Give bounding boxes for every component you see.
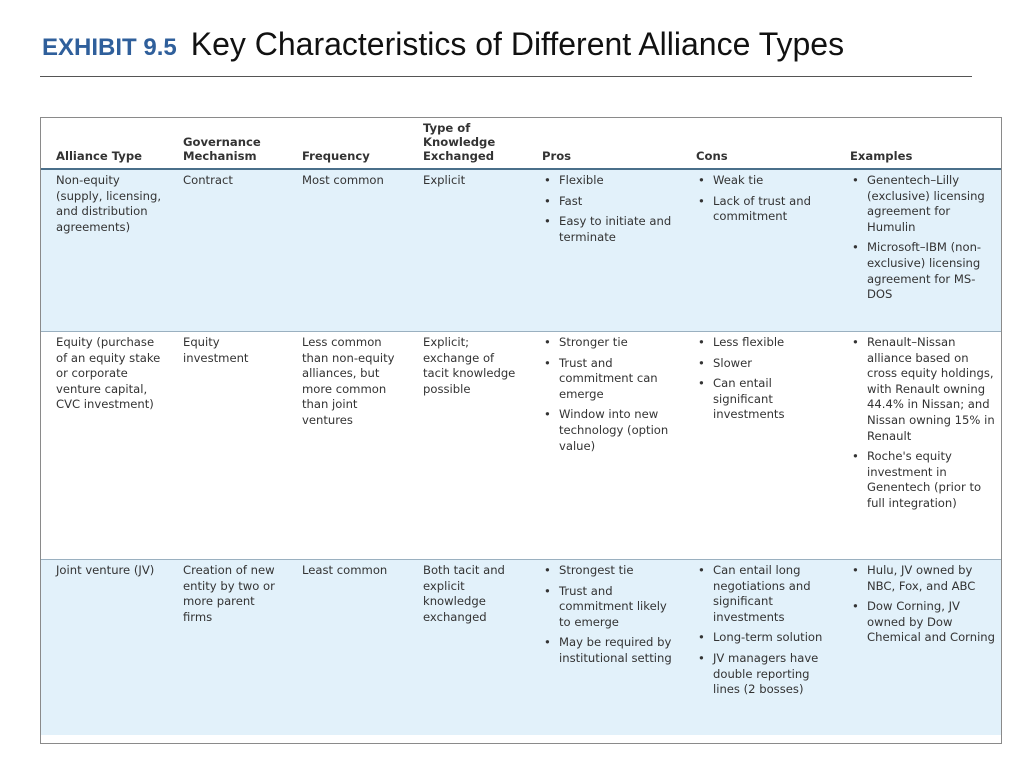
cons-item: • Can entail significant investments: [696, 376, 829, 423]
cell-pros: [527, 560, 681, 736]
pros-item: • Trust and commitment likely to emerge: [542, 584, 675, 631]
cell-knowledge: Both tacit and explicit knowledge exchanged: [408, 560, 527, 736]
column-header-alliance-type: Alliance Type: [41, 118, 168, 169]
table-row: [41, 560, 1001, 736]
cell-examples: [835, 560, 1001, 736]
alliance-types-table-container: [40, 117, 1002, 744]
cell-pros: [527, 169, 681, 332]
cell-examples: [835, 169, 1001, 332]
cons-item: • Slower: [696, 356, 829, 372]
cell-alliance-type: Equity (purchase of an equity stake or corporate venture capital, CVC investment): [41, 332, 168, 560]
pros-item: • May be required by institutional setting: [542, 635, 675, 666]
pros-item: • Easy to initiate and terminate: [542, 214, 675, 245]
examples-item: • Roche's equity investment in Genentech (prior to full integration): [850, 449, 995, 511]
cell-knowledge: Explicit: [408, 169, 527, 332]
examples-item: • Dow Corning, JV owned by Dow Chemical and Corning: [850, 599, 995, 646]
cell-governance: Equity investment: [168, 332, 287, 560]
cell-frequency: Least common: [287, 560, 408, 736]
pros-item: • Strongest tie: [542, 563, 675, 579]
table-row: [41, 169, 1001, 332]
cell-governance: Contract: [168, 169, 287, 332]
examples-item: • Genentech–Lilly (exclusive) licensing agreement for Humulin: [850, 173, 995, 235]
cell-frequency: Less common than non-equity alliances, but more common than joint ventures: [287, 332, 408, 560]
column-header-knowledge: Type of Knowledge Exchanged: [408, 118, 527, 169]
column-header-frequency: Frequency: [287, 118, 408, 169]
pros-list: [542, 173, 675, 245]
table-header-row: [41, 118, 1001, 169]
table-row: [41, 332, 1001, 560]
cons-item: • Long-term solution: [696, 630, 829, 646]
cons-item: • Can entail long negotiations and significant investments: [696, 563, 829, 625]
cell-alliance-type: Joint venture (JV): [41, 560, 168, 736]
cons-list: [696, 173, 829, 225]
examples-list: [850, 173, 995, 303]
examples-item: • Hulu, JV owned by NBC, Fox, and ABC: [850, 563, 995, 594]
column-header-cons: Cons: [681, 118, 835, 169]
column-header-pros: Pros: [527, 118, 681, 169]
column-header-governance: Governance Mechanism: [168, 118, 287, 169]
alliance-types-table: [41, 118, 1001, 735]
cons-item: • Less flexible: [696, 335, 829, 351]
cell-frequency: Most common: [287, 169, 408, 332]
cons-item: • JV managers have double reporting lines (2 bosses): [696, 651, 829, 698]
cell-pros: [527, 332, 681, 560]
cell-knowledge: Explicit; exchange of tacit knowledge possible: [408, 332, 527, 560]
page-title: Key Characteristics of Different Alliance Types: [190, 26, 845, 62]
exhibit-title: [42, 26, 844, 63]
cons-item: • Weak tie: [696, 173, 829, 189]
pros-list: [542, 563, 675, 667]
cell-alliance-type: Non-equity (supply, licensing, and distribution agreements): [41, 169, 168, 332]
examples-item: • Microsoft–IBM (non-exclusive) licensing agreement for MS-DOS: [850, 240, 995, 302]
cons-list: [696, 335, 829, 423]
cell-cons: [681, 560, 835, 736]
pros-item: • Flexible: [542, 173, 675, 189]
examples-list: [850, 335, 995, 512]
pros-item: • Trust and commitment can emerge: [542, 356, 675, 403]
title-divider: [40, 76, 972, 77]
cell-cons: [681, 169, 835, 332]
cons-list: [696, 563, 829, 698]
pros-item: • Stronger tie: [542, 335, 675, 351]
pros-item: • Fast: [542, 194, 675, 210]
cell-cons: [681, 332, 835, 560]
pros-item: • Window into new technology (option value): [542, 407, 675, 454]
examples-item: • Renault–Nissan alliance based on cross equity holdings, with Renault owning 44.4% in Nissan; and Nissan owning 15% in Renault: [850, 335, 995, 444]
pros-list: [542, 335, 675, 454]
cell-examples: [835, 332, 1001, 560]
cons-item: • Lack of trust and commitment: [696, 194, 829, 225]
examples-list: [850, 563, 995, 646]
column-header-examples: Examples: [835, 118, 1001, 169]
exhibit-label: EXHIBIT 9.5: [42, 34, 177, 61]
cell-governance: Creation of new entity by two or more parent firms: [168, 560, 287, 736]
